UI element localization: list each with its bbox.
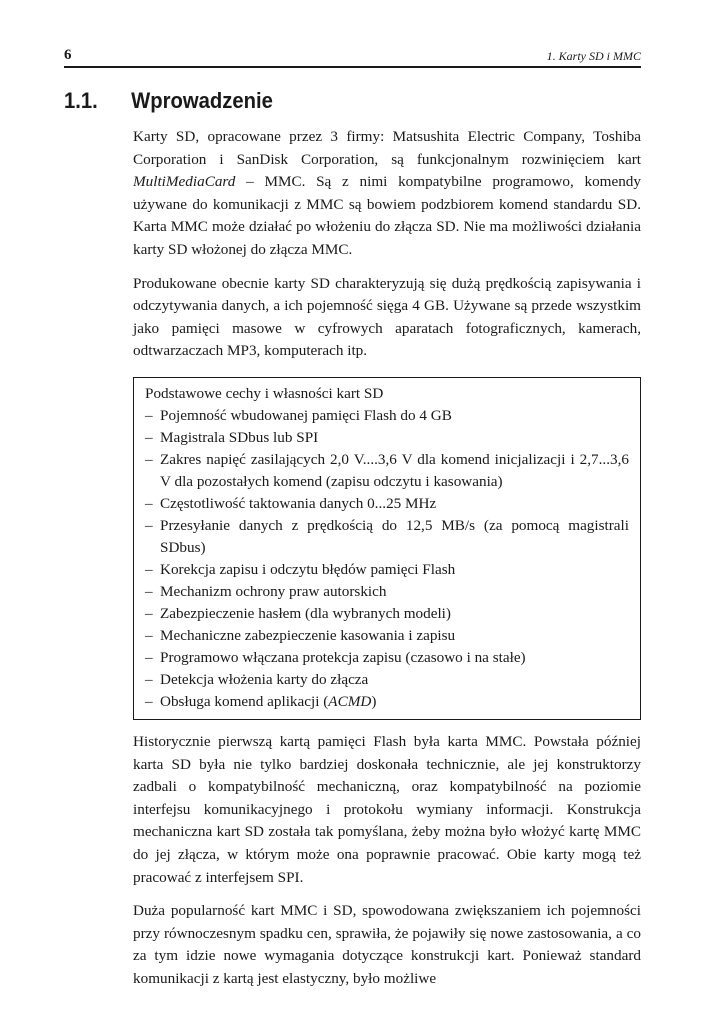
page-number: 6 [64,47,72,63]
body-text [133,126,641,990]
section-heading [64,88,595,114]
running-header [64,44,641,68]
paragraph-history: Historycznie pierwszą kartą pamięci Flash była karta MMC. Powstała później karta SD była nie tylko bardziej doskonała technicznie, ale jej konstruktorzy zadbali o kompatybilność mechaniczną, oraz kompatybilność na poziomie interfejsu komunikacyjnego i protokołu wymiany informacji. Konstrukcja mechaniczna kart SD została tak pomyślana, żeby można było włożyć kartę MMC do jej złącza, w którym może ona poprawnie pracować. Obie karty mogą też pracować z interfejsem SPI. [133,732,641,886]
paragraph-intro-italic-term: MultiMediaCard [133,173,236,191]
feature-item: – Pojemność wbudowanej pamięci Flash do 4 GB [145,405,629,427]
paragraph-capacity: Produkowane obecnie karty SD charakteryzują się dużą prędkością zapisywania i odczytywania danych, a ich pojemność sięga 4 GB. Używane są przede wszystkim jako pamięci masowe w cyfrowych aparatach fotograficznych, kamerach, odtwarzaczach MP3, komputerach itp. [133,274,641,360]
feature-last-suffix: ) [371,692,377,710]
feature-item-last [145,691,629,713]
feature-item: – Zakres napięć zasilających 2,0 V....3,6 V dla komend inicjalizacji i 2,7...3,6 V dla pozostałych komend (zapisu odczytu i kasowania) [145,449,629,493]
paragraph-popularity: Duża popularność kart MMC i SD, spowodowana zwiększaniem ich pojemności przy równoczesnym spadku cen, sprawiła, że pojawiły się nowe zastosowania, a co za tym idzie nowe wymagania dotyczące konstrukcji kart. Ponieważ standard komunikacji z kartą jest elastyczny, było możliwe [133,902,641,987]
feature-item: – Przesyłanie danych z prędkością do 12,5 MB/s (za pomocą magistrali SDbus) [145,515,629,559]
paragraph-intro [133,126,641,262]
book-page [64,44,641,990]
feature-last-italic: ACMD [328,692,372,710]
features-box [133,377,641,720]
paragraph-intro-end: – MMC. Są z nimi kompatybilne programowo, komendy używane do komunikacji z MMC są bowiem podzbiorem komend standardu SD. Karta MMC może działać po włożeniu do złącza SD. Nie ma możliwości działania karty SD włożonej do złącza MMC. [133,173,641,258]
feature-item: – Mechanizm ochrony praw autorskich [145,581,629,603]
feature-item: – Programowo włączana protekcja zapisu (czasowo i na stałe) [145,647,629,669]
feature-item: – Częstotliwość taktowania danych 0...25 MHz [145,493,629,515]
chapter-reference: 1. Karty SD i MMC [546,49,641,63]
feature-item: – Zabezpieczenie hasłem (dla wybranych modeli) [145,603,629,625]
section-title: Wprowadzenie [131,88,273,113]
features-list [145,405,629,713]
features-box-title: Podstawowe cechy i własności kart SD [145,384,384,402]
feature-item: – Korekcja zapisu i odczytu błędów pamięci Flash [145,559,629,581]
feature-item: – Detekcja włożenia karty do złącza [145,669,629,691]
feature-item: – Magistrala SDbus lub SPI [145,427,629,449]
feature-item: – Mechaniczne zabezpieczenie kasowania i zapisu [145,625,629,647]
feature-last-prefix: Obsługa komend aplikacji ( [160,692,329,710]
section-number: 1.1. [64,88,98,113]
paragraph-intro-start: Karty SD, opracowane przez 3 firmy: Matsushita Electric Company, Toshiba Corporation i SanDisk Corporation, są funkcjonalnym rozwinięciem kart [133,128,641,168]
